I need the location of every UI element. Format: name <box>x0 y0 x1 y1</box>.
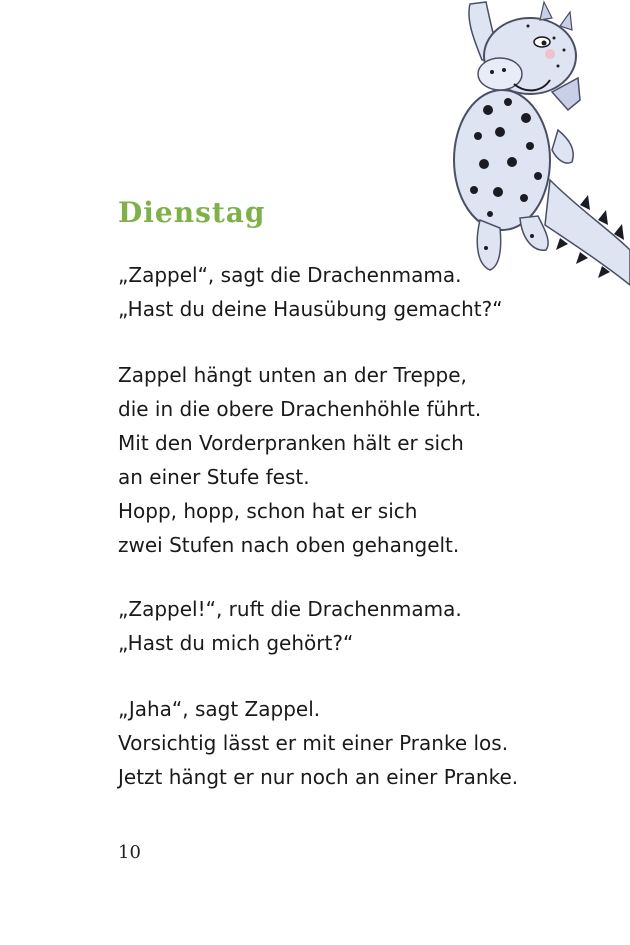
text-line: Zappel hängt unten an der Treppe, <box>118 363 467 387</box>
text-line: „Jaha“, sagt Zappel. <box>118 697 321 721</box>
text-line: „Hast du mich gehört?“ <box>118 631 354 655</box>
paragraph-4 <box>118 692 518 794</box>
text-line: „Zappel!“, ruft die Drachenmama. <box>118 597 462 621</box>
paragraph-1 <box>118 258 518 326</box>
text-line: Hopp, hopp, schon hat er sich <box>118 499 418 523</box>
paragraph-2 <box>118 358 518 562</box>
text-line: an einer Stufe fest. <box>118 465 310 489</box>
text-line: Mit den Vorderpranken hält er sich <box>118 431 464 455</box>
paragraph-3 <box>118 592 518 660</box>
text-line: „Hast du deine Hausübung gemacht?“ <box>118 297 503 321</box>
text-line: zwei Stufen nach oben gehangelt. <box>118 533 460 557</box>
chapter-title: Dienstag <box>118 196 266 229</box>
text-line: Jetzt hängt er nur noch an einer Pranke. <box>118 765 519 789</box>
page-number: 10 <box>118 842 141 863</box>
dragon-illustration <box>430 0 630 290</box>
text-line: „Zappel“, sagt die Drachenmama. <box>118 263 462 287</box>
text-line: Vorsichtig lässt er mit einer Pranke los. <box>118 731 509 755</box>
text-line: die in die obere Drachenhöhle führt. <box>118 397 482 421</box>
